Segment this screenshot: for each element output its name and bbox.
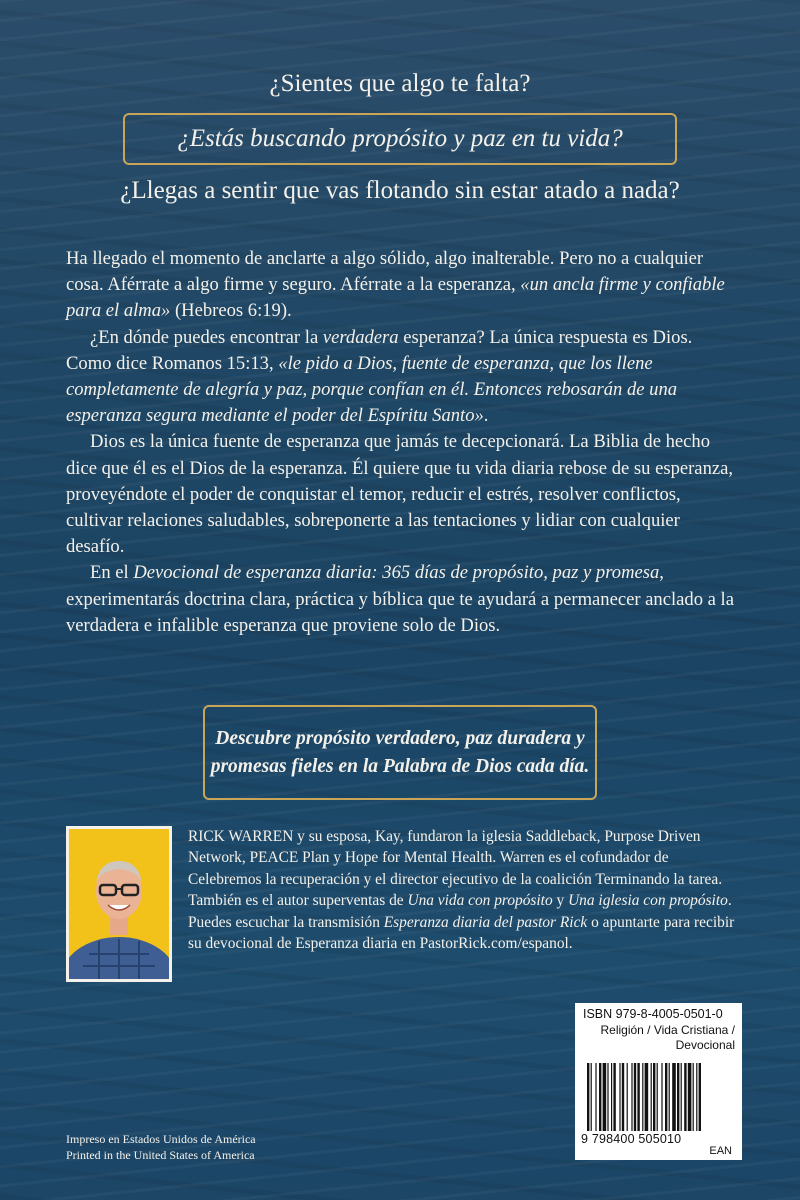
p4-text: En el bbox=[90, 562, 134, 584]
bio-book-1: Una vida con propósito bbox=[407, 892, 553, 910]
barcode-bar bbox=[653, 1063, 655, 1131]
p2-emphasis: verdadera bbox=[322, 326, 399, 348]
barcode-bar bbox=[681, 1063, 682, 1131]
barcode-bar bbox=[595, 1063, 596, 1131]
p1-quote: «un ancla firme y confiable para el alma» bbox=[66, 274, 725, 322]
barcode-bar bbox=[599, 1063, 601, 1131]
isbn-barcode-box bbox=[575, 1003, 742, 1160]
barcode-bar bbox=[591, 1063, 592, 1131]
barcode-bar bbox=[611, 1063, 612, 1131]
question-1: ¿Sientes que algo te falta? bbox=[269, 70, 531, 97]
p2-end: . bbox=[483, 405, 489, 427]
bio-broadcast: Esperanza diaria del pastor Rick bbox=[383, 913, 588, 931]
barcode-bar bbox=[693, 1063, 694, 1131]
paragraph-3: Dios es la única fuente de esperanza que jamás te decepcionará. La Biblia de hecho dice que él es el Dios de la esperanza. Él quiere que tu vida diaria rebose de su esperanza, proveyéndote el poder de conquistar el temor, reducir el estrés, resolver conflictos, cultivar relaciones saludables, sobreponerte a las tentaciones y lidiar con cualquier desafío. bbox=[66, 431, 734, 558]
category-line-1: Religión / Vida Cristiana / bbox=[600, 1023, 735, 1037]
author-portrait-illustration bbox=[69, 829, 169, 979]
barcode-digits: 9 798400 505010 bbox=[581, 1132, 682, 1146]
paragraph-1 bbox=[66, 246, 742, 325]
category-line-2: Devocional bbox=[675, 1038, 735, 1052]
bio-text-d: . Puedes escuchar la transmisión bbox=[188, 892, 732, 931]
barcode-bar bbox=[665, 1063, 667, 1131]
tagline-line-2: promesas fieles en la Palabra de Dios cada día. bbox=[210, 755, 590, 777]
barcode-bar bbox=[651, 1063, 652, 1131]
barcode-bar bbox=[657, 1063, 658, 1131]
barcode-bar bbox=[642, 1063, 643, 1131]
paragraph-4 bbox=[66, 560, 742, 639]
barcode-bar bbox=[603, 1063, 607, 1131]
barcode-bar bbox=[696, 1063, 697, 1131]
barcode-bar bbox=[631, 1063, 632, 1131]
barcode-bar bbox=[677, 1063, 679, 1131]
barcode-icon bbox=[587, 1063, 735, 1131]
tagline-box bbox=[203, 705, 597, 800]
question-2-box bbox=[123, 113, 677, 165]
bio-text: RICK WARREN y su esposa, Kay, fundaron la iglesia Saddleback, Purpose Driven Network, PEACE Plan y Hope for Mental Health. Warren es el cofundador de Celebremos la recuperación y el director ejecutivo de la coalición Terminando la tarea. También es el autor superventas de bbox=[188, 828, 723, 910]
printed-in bbox=[66, 1131, 256, 1163]
question-3: ¿Llegas a sentir que vas flotando sin estar atado a nada? bbox=[120, 177, 680, 204]
barcode-bar bbox=[627, 1063, 628, 1131]
p2-text-b: esperanza? La única respuesta es Dios. Como dice Romanos 15:13, bbox=[66, 326, 693, 374]
p1-ref: (Hebreos 6:19). bbox=[170, 300, 292, 322]
barcode-bar bbox=[619, 1063, 620, 1131]
question-2: ¿Estás buscando propósito y paz en tu vida? bbox=[177, 125, 623, 152]
bio-text-e: o apuntarte para recibir su devocional de Esperanza diaria en PastorRick.com/espanol. bbox=[188, 913, 735, 953]
barcode-bar bbox=[672, 1063, 676, 1131]
barcode-bar bbox=[622, 1063, 624, 1131]
author-photo bbox=[66, 826, 172, 982]
barcode-bar bbox=[637, 1063, 639, 1131]
barcode-bar bbox=[699, 1063, 701, 1131]
p4-book-title: Devocional de esperanza diaria: 365 días de propósito, paz y promesa bbox=[133, 562, 660, 584]
barcode-bar bbox=[634, 1063, 636, 1131]
barcode-bar bbox=[607, 1063, 608, 1131]
p2-text: ¿En dónde puedes encontrar la bbox=[90, 326, 323, 348]
description-body bbox=[66, 246, 742, 639]
author-bio bbox=[188, 826, 736, 954]
bio-book-2: Una iglesia con propósito bbox=[568, 892, 728, 910]
ean-label: EAN bbox=[709, 1145, 732, 1157]
p1-text: Ha llegado el momento de anclarte a algo sólido, algo inalterable. Pero no a cualquier cosa. Aférrate a algo firme y seguro. Aférrate a la esperanza, bbox=[66, 248, 704, 296]
barcode-bar bbox=[688, 1063, 692, 1131]
barcode-bar bbox=[613, 1063, 615, 1131]
printed-in-en: Printed in the United States of America bbox=[66, 1148, 255, 1162]
barcode-bar bbox=[645, 1063, 649, 1131]
p2-quote: «le pido a Dios, fuente de esperanza, que los llene completamente de alegría y paz, porque confían en él. Entonces rebosarán de una esperanza segura mediante el poder del Espíritu Santo» bbox=[66, 352, 678, 427]
paragraph-2 bbox=[66, 325, 742, 430]
barcode-bar bbox=[684, 1063, 686, 1131]
isbn-number: ISBN 979-8-4005-0501-0 bbox=[583, 1007, 723, 1021]
barcode-bar bbox=[661, 1063, 662, 1131]
barcode-bar bbox=[587, 1063, 589, 1131]
bio-text-c: y bbox=[552, 892, 569, 910]
p4-text-b: , experimentarás doctrina clara, práctica y bíblica que te ayudará a permanecer anclado a la verdadera e infalible esperanza que proviene solo de Dios. bbox=[66, 562, 734, 636]
tagline-line-1: Descubre propósito verdadero, paz duradera y bbox=[215, 727, 585, 749]
barcode-bar bbox=[669, 1063, 670, 1131]
printed-in-es: Impreso en Estados Unidos de América bbox=[66, 1132, 256, 1146]
